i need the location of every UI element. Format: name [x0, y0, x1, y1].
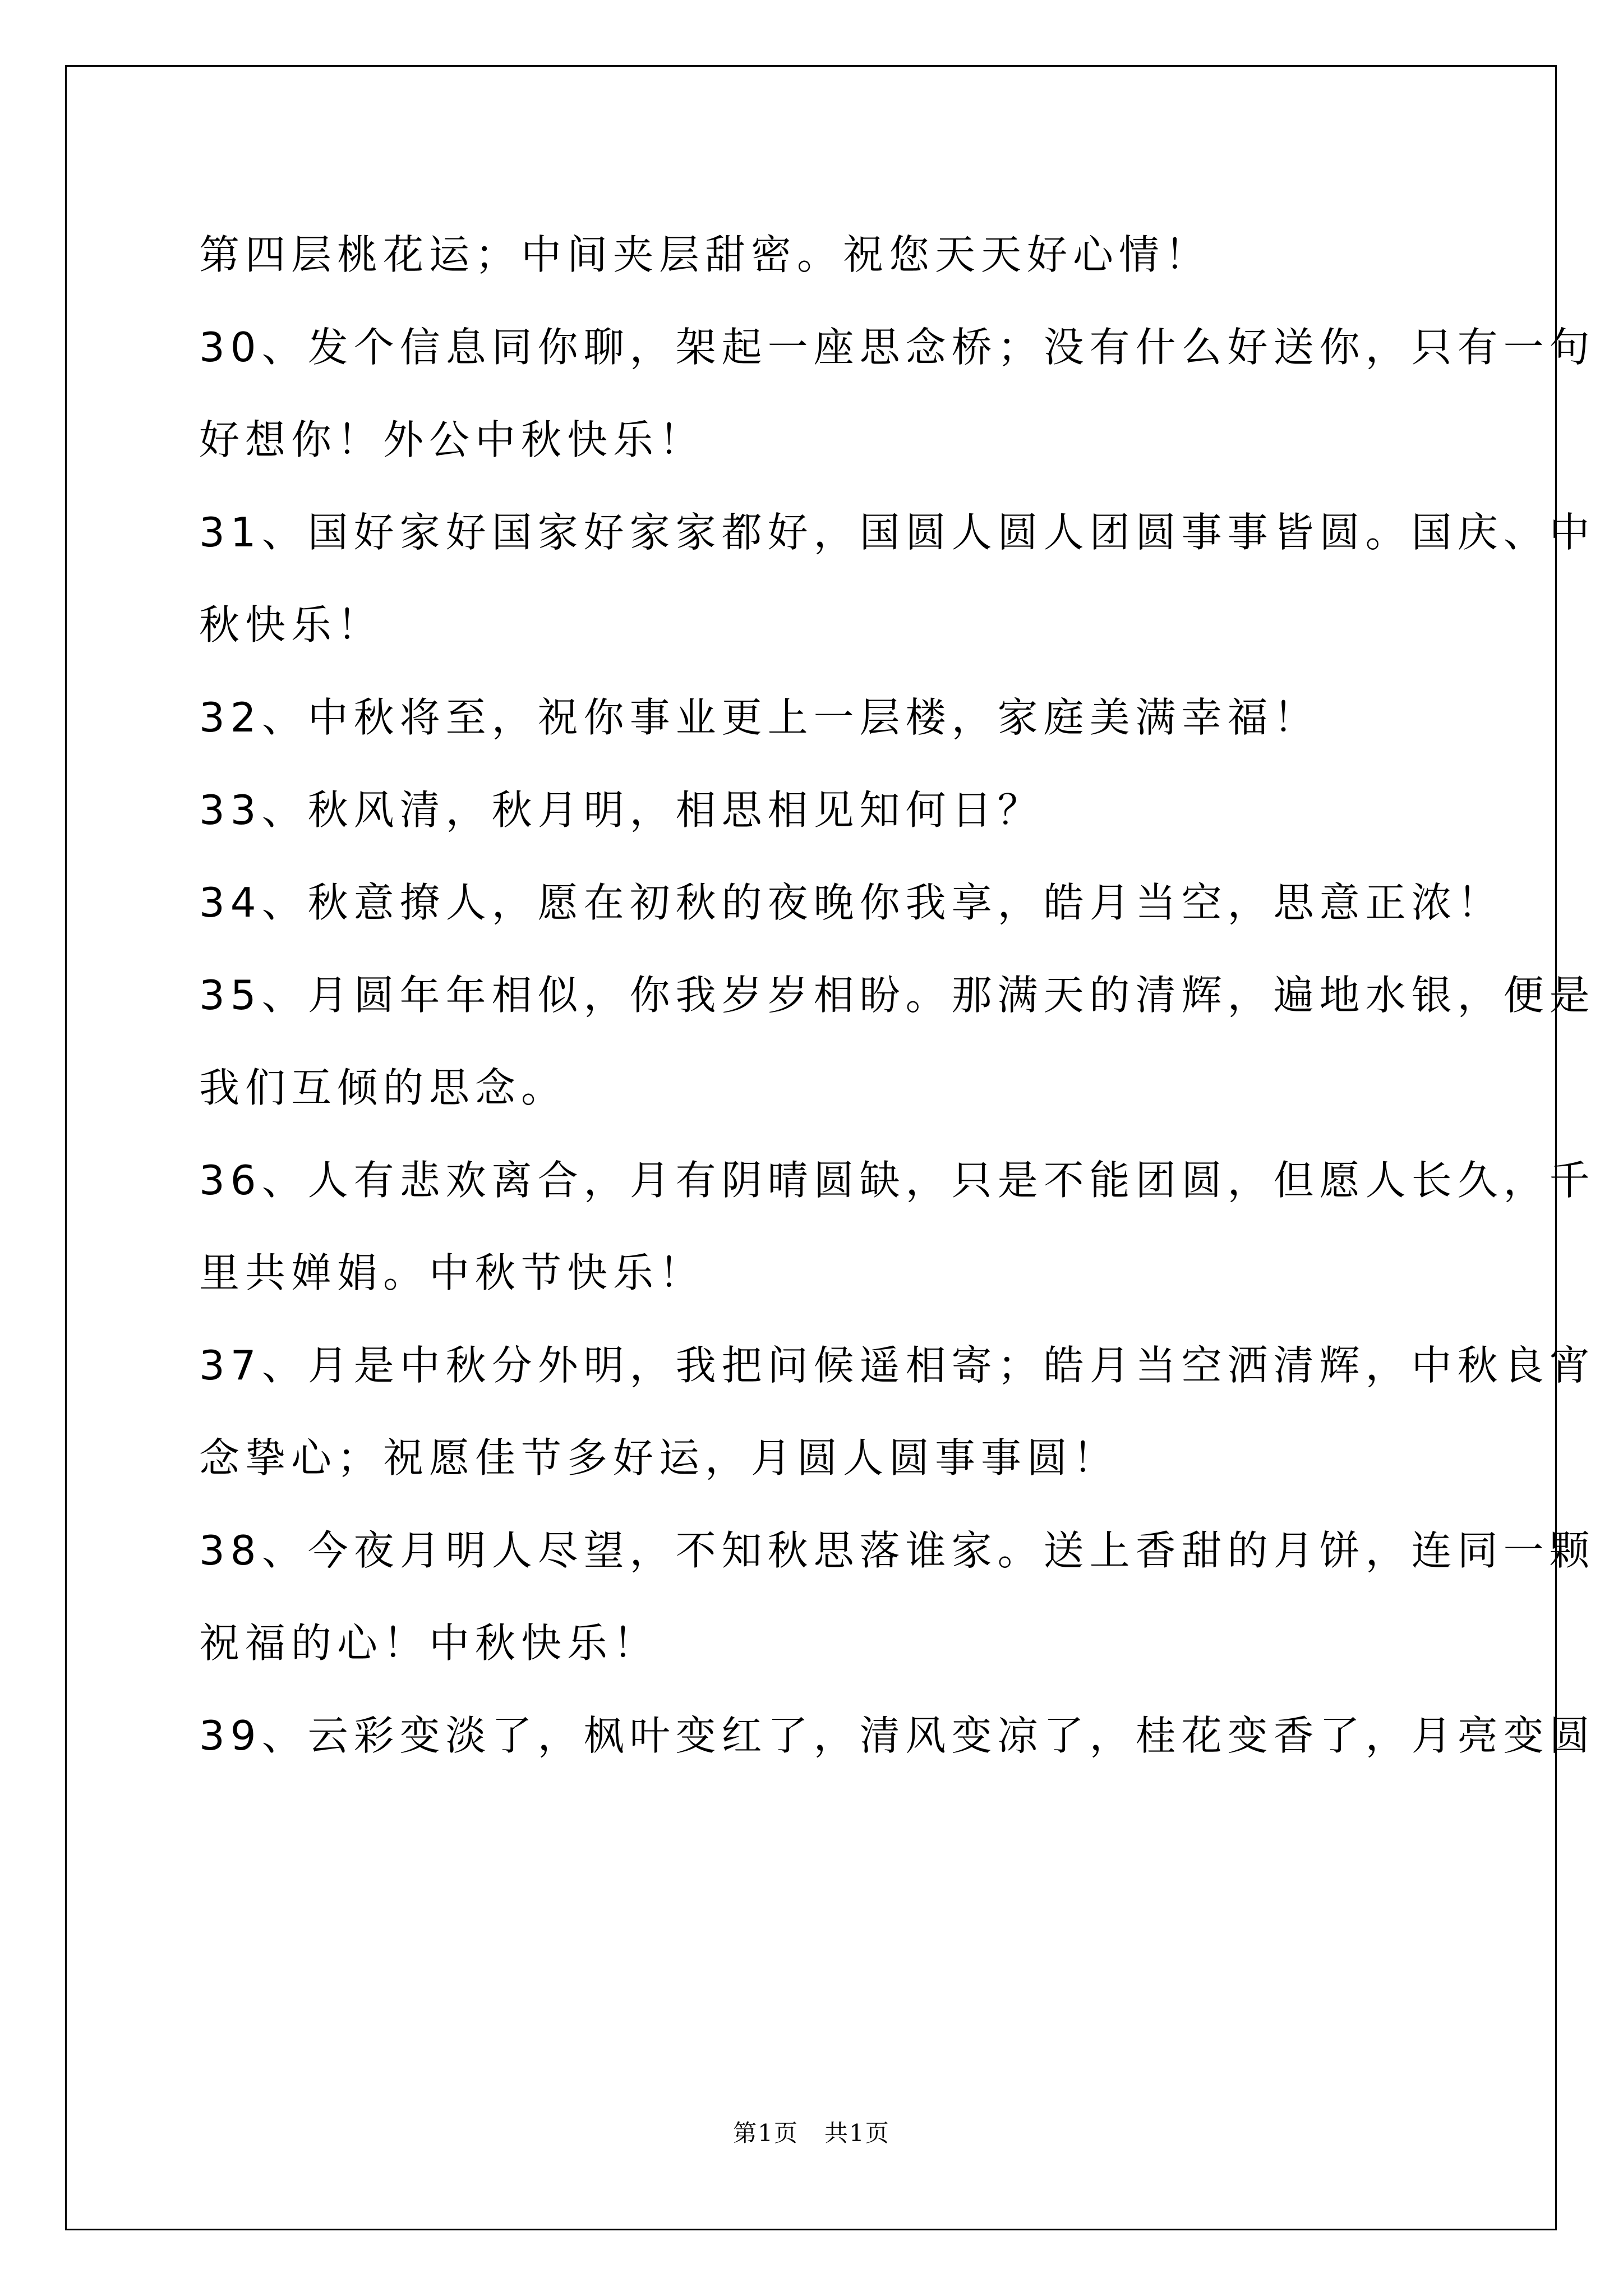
text-line: 好想你！外公中秋快乐！ — [199, 416, 706, 463]
text-line: 祝福的心！中秋快乐！ — [199, 1619, 660, 1667]
text-line: 32、中秋将至，祝你事业更上一层楼，家庭美满幸福！ — [199, 694, 1320, 741]
text-line: 我们互倾的思念。 — [199, 1064, 568, 1111]
text-line: 36、人有悲欢离合，月有阴晴圆缺，只是不能团圆，但愿人长久，千 — [199, 1157, 1596, 1204]
text-line: 39、云彩变淡了，枫叶变红了，清风变凉了，桂花变香了，月亮变圆 — [199, 1712, 1596, 1759]
text-line: 35、月圆年年相似，你我岁岁相盼。那满天的清辉，遍地水银，便是 — [199, 972, 1596, 1019]
text-line: 37、月是中秋分外明，我把问候遥相寄；皓月当空洒清辉，中秋良宵 — [199, 1342, 1596, 1389]
text-line: 38、今夜月明人尽望，不知秋思落谁家。送上香甜的月饼，连同一颗 — [199, 1527, 1596, 1574]
text-line: 31、国好家好国家好家家都好，国圆人圆人团圆事事皆圆。国庆、中 — [199, 509, 1596, 556]
page-number: 第1页 — [733, 2119, 799, 2147]
document-body — [199, 209, 1596, 1782]
text-line: 33、秋风清，秋月明，相思相见知何日？ — [199, 786, 1044, 834]
text-line: 里共婵娟。中秋节快乐！ — [199, 1249, 706, 1296]
text-line: 34、秋意撩人，愿在初秋的夜晚你我享，皓月当空，思意正浓！ — [199, 879, 1504, 926]
text-line: 念挚心；祝愿佳节多好运，月圆人圆事事圆！ — [199, 1434, 1119, 1481]
text-line: 30、发个信息同你聊，架起一座思念桥；没有什么好送你，只有一句 — [199, 324, 1596, 371]
text-line: 第四层桃花运；中间夹层甜密。祝您天天好心情！ — [199, 231, 1211, 278]
page-footer — [0, 2115, 1623, 2148]
page-total: 共1页 — [824, 2119, 890, 2147]
text-line: 秋快乐！ — [199, 601, 384, 648]
